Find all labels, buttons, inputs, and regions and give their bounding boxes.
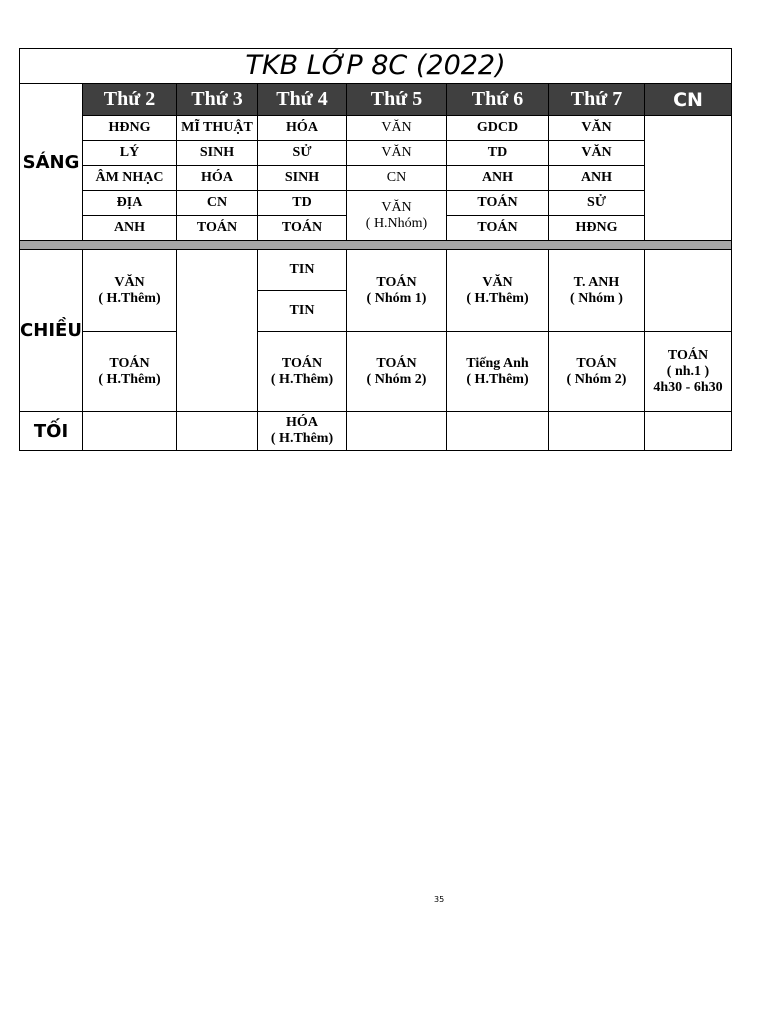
chieu-thu6-bot-line2: ( H.Thêm) xyxy=(466,371,529,387)
chieu-thu2-bot-line1: TOÁN xyxy=(109,355,150,371)
sang-cell: VĂN xyxy=(549,116,645,141)
header-thu6: Thứ 6 xyxy=(447,84,549,116)
chieu-thu7-bot-line1: TOÁN xyxy=(576,355,617,371)
sang-cell: ÂM NHẠC xyxy=(83,166,177,191)
chieu-thu7-top-line2: ( Nhóm ) xyxy=(570,290,623,306)
sang-cell: TOÁN xyxy=(447,191,549,216)
chieu-thu4-b: TIN xyxy=(258,291,347,332)
header-thu2: Thứ 2 xyxy=(83,84,177,116)
chieu-thu7-top xyxy=(549,250,645,332)
toi-thu5-empty xyxy=(347,412,447,451)
sang-cell: VĂN xyxy=(347,141,447,166)
toi-thu4-line1: HÓA xyxy=(286,415,318,430)
chieu-thu4-a: TIN xyxy=(258,250,347,291)
sang-cell: ANH xyxy=(549,166,645,191)
chieu-thu7-bot xyxy=(549,332,645,412)
chieu-thu5-top xyxy=(347,250,447,332)
sang-cell: VĂN xyxy=(549,141,645,166)
sang-cell: CN xyxy=(177,191,258,216)
timetable xyxy=(19,48,732,451)
chieu-thu7-bot-line2: ( Nhóm 2) xyxy=(566,371,627,387)
sang-thu5-line2: ( H.Nhóm) xyxy=(365,215,428,231)
sang-cell: VĂN xyxy=(347,116,447,141)
session-separator xyxy=(20,241,732,250)
sang-cell: HĐNG xyxy=(83,116,177,141)
sang-cell: ANH xyxy=(83,216,177,241)
chieu-cn-bot-line1: TOÁN xyxy=(667,347,709,363)
chieu-thu7-top-line1: T. ANH xyxy=(573,274,620,290)
chieu-thu2-top-line2: ( H.Thêm) xyxy=(98,290,161,306)
sang-cell: TD xyxy=(258,191,347,216)
sang-cell: SINH xyxy=(258,166,347,191)
chieu-thu6-bot xyxy=(447,332,549,412)
toi-thu6-empty xyxy=(447,412,549,451)
sang-thu5-merged xyxy=(347,191,447,241)
sang-cell: SỬ xyxy=(258,141,347,166)
sang-cell: HÓA xyxy=(258,116,347,141)
sang-cell: ĐỊA xyxy=(83,191,177,216)
chieu-thu2-top xyxy=(83,250,177,332)
session-sang-label: SÁNG xyxy=(20,84,83,241)
chieu-thu6-top xyxy=(447,250,549,332)
sang-cell: TD xyxy=(447,141,549,166)
chieu-thu4-bot xyxy=(258,332,347,412)
chieu-cn-bot xyxy=(645,332,732,412)
sang-cell: TOÁN xyxy=(258,216,347,241)
sang-cell: SỬ xyxy=(549,191,645,216)
session-chieu-label: CHIỀU xyxy=(20,250,83,412)
sang-cell: LÝ xyxy=(83,141,177,166)
toi-thu2-empty xyxy=(83,412,177,451)
sang-thu5-line1: VĂN xyxy=(381,199,412,215)
chieu-thu3-empty xyxy=(177,250,258,412)
chieu-thu6-top-line2: ( H.Thêm) xyxy=(466,290,529,306)
sang-cell: MĨ THUẬT xyxy=(177,116,258,141)
chieu-thu2-bot xyxy=(83,332,177,412)
toi-thu3-empty xyxy=(177,412,258,451)
chieu-thu2-bot-line2: ( H.Thêm) xyxy=(98,371,161,387)
toi-cn-empty xyxy=(645,412,732,451)
header-thu7: Thứ 7 xyxy=(549,84,645,116)
page-number: 35 xyxy=(434,895,445,904)
sang-cell: TOÁN xyxy=(177,216,258,241)
toi-thu7-empty xyxy=(549,412,645,451)
session-toi-label: TỐI xyxy=(20,412,83,451)
chieu-cn-bot-line2: ( nh.1 ) xyxy=(666,363,710,379)
chieu-cn-bot-line3: 4h30 - 6h30 xyxy=(653,379,723,395)
sang-cell: CN xyxy=(347,166,447,191)
chieu-thu2-top-line1: VĂN xyxy=(114,274,145,290)
sang-cell: ANH xyxy=(447,166,549,191)
chieu-thu4-bot-line1: TOÁN xyxy=(281,355,323,371)
sang-cell: TOÁN xyxy=(447,216,549,241)
toi-thu4 xyxy=(258,412,347,451)
chieu-thu4-bot-line2: ( H.Thêm) xyxy=(270,371,334,387)
sang-cell: HĐNG xyxy=(549,216,645,241)
chieu-thu5-bot-line1: TOÁN xyxy=(376,355,417,371)
sang-cell: HÓA xyxy=(177,166,258,191)
timetable-title: TKB LỚP 8C (2022) xyxy=(20,49,732,84)
chieu-thu5-top-line1: TOÁN xyxy=(376,274,417,290)
header-thu3: Thứ 3 xyxy=(177,84,258,116)
sang-cn-empty xyxy=(645,116,732,241)
header-thu4: Thứ 4 xyxy=(258,84,347,116)
chieu-thu6-top-line1: VĂN xyxy=(482,274,513,290)
toi-thu4-line2: ( H.Thêm) xyxy=(270,431,334,446)
chieu-thu5-bot xyxy=(347,332,447,412)
chieu-thu5-top-line2: ( Nhóm 1) xyxy=(366,290,427,306)
sang-cell: SINH xyxy=(177,141,258,166)
header-thu5: Thứ 5 xyxy=(347,84,447,116)
header-cn: CN xyxy=(645,84,732,116)
chieu-cn-top-empty xyxy=(645,250,732,332)
chieu-thu5-bot-line2: ( Nhóm 2) xyxy=(366,371,427,387)
sang-cell: GDCD xyxy=(447,116,549,141)
chieu-thu6-bot-line1: Tiếng Anh xyxy=(466,355,529,371)
